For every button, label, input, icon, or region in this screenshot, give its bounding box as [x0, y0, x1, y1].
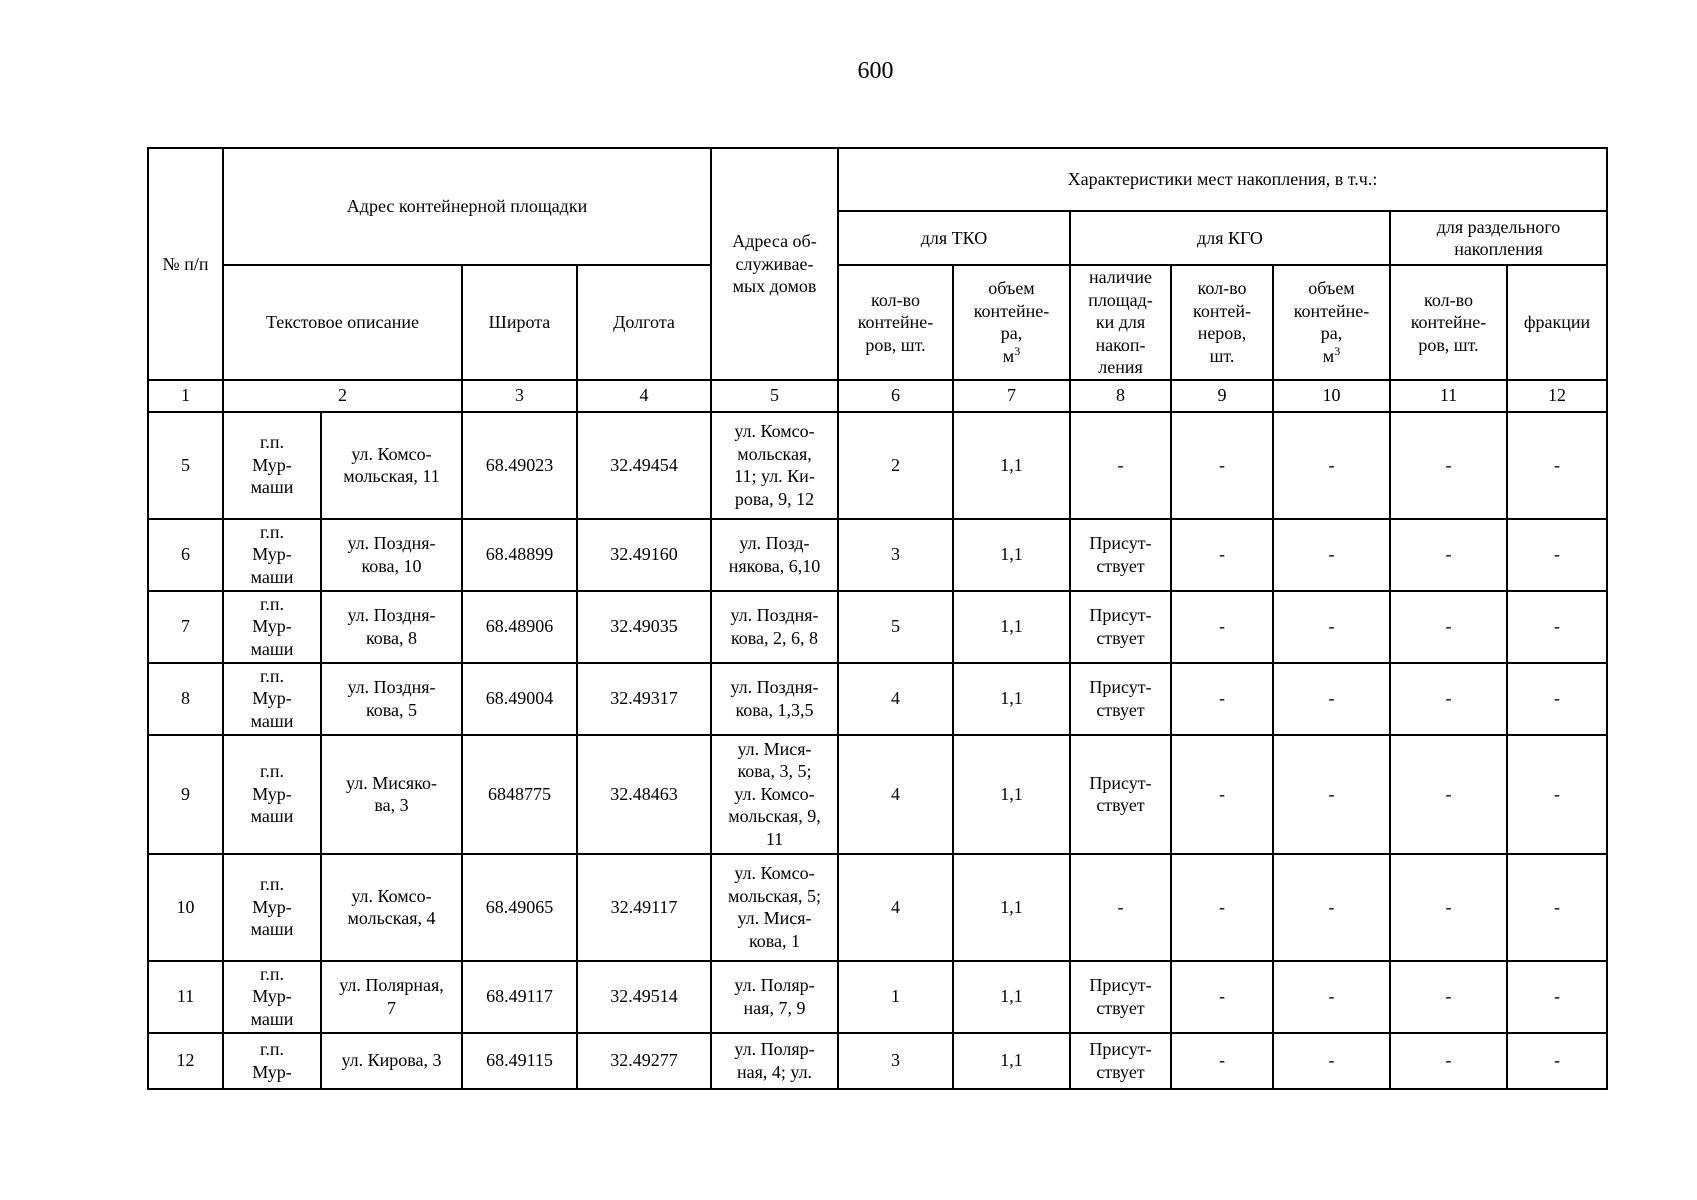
table-row	[148, 519, 1607, 591]
cell-served-houses: ул. Мися- кова, 3, 5; ул. Комсо- мольская, 9, 11	[711, 735, 838, 854]
cell-number: 6	[148, 519, 223, 591]
cell-tko-volume: 1,1	[953, 663, 1070, 735]
cell-tko-volume: 1,1	[953, 1033, 1070, 1089]
cell-street: ул. Комсо- мольская, 11	[321, 412, 462, 519]
table-header	[148, 148, 1607, 412]
table-row	[148, 854, 1607, 961]
cell-served-houses: ул. Позд- някова, 6,10	[711, 519, 838, 591]
column-number-row	[148, 380, 1607, 412]
cell-longitude: 32.49277	[577, 1033, 711, 1089]
cell-sep-fraction: -	[1507, 663, 1607, 735]
cell-sep-count: -	[1390, 1033, 1507, 1089]
cell-kgo-volume: -	[1273, 663, 1390, 735]
cell-number: 9	[148, 735, 223, 854]
cell-tko-count: 4	[838, 854, 953, 961]
cell-sep-fraction: -	[1507, 854, 1607, 961]
cell-served-houses: ул. Поздня- кова, 2, 6, 8	[711, 591, 838, 663]
cell-served-houses: ул. Поляр- ная, 4; ул.	[711, 1033, 838, 1089]
cell-sep-fraction: -	[1507, 519, 1607, 591]
cell-sep-count: -	[1390, 854, 1507, 961]
cell-street: ул. Мисяко- ва, 3	[321, 735, 462, 854]
page-number: 600	[857, 58, 894, 84]
cell-tko-count: 4	[838, 663, 953, 735]
header-served-houses: Адреса об- служивае- мых домов	[711, 148, 838, 380]
header-kgo-volume: объем контейне- ра, $м^3$	[1273, 265, 1390, 380]
cell-kgo-count: -	[1171, 412, 1273, 519]
cell-kgo-count: -	[1171, 1033, 1273, 1089]
column-number: 11	[1390, 380, 1507, 412]
cell-kgo-count: -	[1171, 519, 1273, 591]
cell-number: 8	[148, 663, 223, 735]
cell-sep-count: -	[1390, 519, 1507, 591]
cell-served-houses: ул. Поздня- кова, 1,3,5	[711, 663, 838, 735]
cell-number: 5	[148, 412, 223, 519]
cell-tko-count: 2	[838, 412, 953, 519]
cell-kgo-presence: Присут- ствует	[1070, 519, 1171, 591]
cell-kgo-presence: Присут- ствует	[1070, 663, 1171, 735]
header-sep-count: кол-во контейне- ров, шт.	[1390, 265, 1507, 380]
cell-number: 7	[148, 591, 223, 663]
cell-served-houses: ул. Поляр- ная, 7, 9	[711, 961, 838, 1033]
cell-sep-count: -	[1390, 412, 1507, 519]
column-number: 1	[148, 380, 223, 412]
cell-kgo-count: -	[1171, 591, 1273, 663]
header-address-group: Адрес контейнерной площадки	[223, 148, 711, 265]
cell-street: ул. Поздня- кова, 5	[321, 663, 462, 735]
cell-number: 10	[148, 854, 223, 961]
header-kgo-count: кол-во контей- неров, шт.	[1171, 265, 1273, 380]
column-number: 8	[1070, 380, 1171, 412]
cell-tko-volume: 1,1	[953, 519, 1070, 591]
cell-street: ул. Поздня- кова, 8	[321, 591, 462, 663]
cell-tko-count: 5	[838, 591, 953, 663]
cell-longitude: 32.49514	[577, 961, 711, 1033]
header-num: № п/п	[148, 148, 223, 380]
header-longitude: Долгота	[577, 265, 711, 380]
column-number: 3	[462, 380, 577, 412]
cell-locality: г.п. Мур- маши	[223, 854, 321, 961]
cell-longitude: 32.49454	[577, 412, 711, 519]
header-separate: для раздельного накопления	[1390, 211, 1607, 265]
cell-tko-volume: 1,1	[953, 591, 1070, 663]
cell-kgo-count: -	[1171, 854, 1273, 961]
cell-sep-fraction: -	[1507, 412, 1607, 519]
cell-kgo-presence: -	[1070, 412, 1171, 519]
column-number: 2	[223, 380, 462, 412]
column-number: 9	[1171, 380, 1273, 412]
cell-locality: г.п. Мур- маши	[223, 663, 321, 735]
cell-kgo-count: -	[1171, 961, 1273, 1033]
header-tko-volume: объем контейне- ра, $м^3$	[953, 265, 1070, 380]
cell-sep-fraction: -	[1507, 591, 1607, 663]
cell-kgo-volume: -	[1273, 519, 1390, 591]
column-number: 12	[1507, 380, 1607, 412]
cell-tko-count: 4	[838, 735, 953, 854]
cell-tko-count: 3	[838, 519, 953, 591]
table-row	[148, 961, 1607, 1033]
table-body	[148, 412, 1607, 1089]
cell-locality: г.п. Мур- маши	[223, 735, 321, 854]
cell-kgo-presence: -	[1070, 854, 1171, 961]
header-tko: для ТКО	[838, 211, 1070, 265]
cell-sep-fraction: -	[1507, 961, 1607, 1033]
column-number: 5	[711, 380, 838, 412]
header-kgo: для КГО	[1070, 211, 1390, 265]
table-row	[148, 735, 1607, 854]
cell-kgo-presence: Присут- ствует	[1070, 961, 1171, 1033]
cell-longitude: 32.48463	[577, 735, 711, 854]
cell-kgo-volume: -	[1273, 1033, 1390, 1089]
cell-tko-count: 1	[838, 961, 953, 1033]
column-number: 7	[953, 380, 1070, 412]
cell-locality: г.п. Мур- маши	[223, 412, 321, 519]
cell-street: ул. Полярная, 7	[321, 961, 462, 1033]
cell-street: ул. Комсо- мольская, 4	[321, 854, 462, 961]
header-latitude: Широта	[462, 265, 577, 380]
cell-kgo-volume: -	[1273, 735, 1390, 854]
header-text-description: Текстовое описание	[223, 265, 462, 380]
cell-number: 11	[148, 961, 223, 1033]
cell-latitude: 68.49023	[462, 412, 577, 519]
cell-longitude: 32.49117	[577, 854, 711, 961]
header-tko-count: кол-во контейне- ров, шт.	[838, 265, 953, 380]
cell-kgo-count: -	[1171, 663, 1273, 735]
cell-sep-fraction: -	[1507, 735, 1607, 854]
header-sep-fraction: фракции	[1507, 265, 1607, 380]
cell-tko-count: 3	[838, 1033, 953, 1089]
cell-longitude: 32.49160	[577, 519, 711, 591]
cell-sep-fraction: -	[1507, 1033, 1607, 1089]
cell-street: ул. Поздня- кова, 10	[321, 519, 462, 591]
cell-kgo-presence: Присут- ствует	[1070, 735, 1171, 854]
cell-kgo-volume: -	[1273, 961, 1390, 1033]
cell-kgo-presence: Присут- ствует	[1070, 1033, 1171, 1089]
cell-sep-count: -	[1390, 961, 1507, 1033]
cell-kgo-presence: Присут- ствует	[1070, 591, 1171, 663]
cell-street: ул. Кирова, 3	[321, 1033, 462, 1089]
column-number: 6	[838, 380, 953, 412]
table-row	[148, 412, 1607, 519]
cell-tko-volume: 1,1	[953, 412, 1070, 519]
cell-locality: г.п. Мур-	[223, 1033, 321, 1089]
header-kgo-presence: наличие площад- ки для накоп- ления	[1070, 265, 1171, 380]
cell-latitude: 68.49004	[462, 663, 577, 735]
table-row	[148, 591, 1607, 663]
container-sites-table	[147, 147, 1608, 1090]
table-row	[148, 1033, 1607, 1089]
cell-served-houses: ул. Комсо- мольская, 5; ул. Мися- кова, 1	[711, 854, 838, 961]
cell-latitude: 68.49117	[462, 961, 577, 1033]
cell-sep-count: -	[1390, 735, 1507, 854]
cell-latitude: 6848775	[462, 735, 577, 854]
cell-sep-count: -	[1390, 663, 1507, 735]
cell-served-houses: ул. Комсо- мольская, 11; ул. Ки- рова, 9, 12	[711, 412, 838, 519]
cell-locality: г.п. Мур- маши	[223, 591, 321, 663]
cell-kgo-count: -	[1171, 735, 1273, 854]
cell-locality: г.п. Мур- маши	[223, 519, 321, 591]
cell-kgo-volume: -	[1273, 854, 1390, 961]
cell-longitude: 32.49035	[577, 591, 711, 663]
cell-kgo-volume: -	[1273, 591, 1390, 663]
cell-longitude: 32.49317	[577, 663, 711, 735]
column-number: 10	[1273, 380, 1390, 412]
cell-latitude: 68.49065	[462, 854, 577, 961]
cell-locality: г.п. Мур- маши	[223, 961, 321, 1033]
cell-kgo-volume: -	[1273, 412, 1390, 519]
cell-latitude: 68.49115	[462, 1033, 577, 1089]
cell-latitude: 68.48899	[462, 519, 577, 591]
cell-sep-count: -	[1390, 591, 1507, 663]
cell-number: 12	[148, 1033, 223, 1089]
header-characteristics: Характеристики мест накопления, в т.ч.:	[838, 148, 1607, 211]
cell-tko-volume: 1,1	[953, 854, 1070, 961]
cell-tko-volume: 1,1	[953, 735, 1070, 854]
cell-latitude: 68.48906	[462, 591, 577, 663]
cell-tko-volume: 1,1	[953, 961, 1070, 1033]
column-number: 4	[577, 380, 711, 412]
table-row	[148, 663, 1607, 735]
